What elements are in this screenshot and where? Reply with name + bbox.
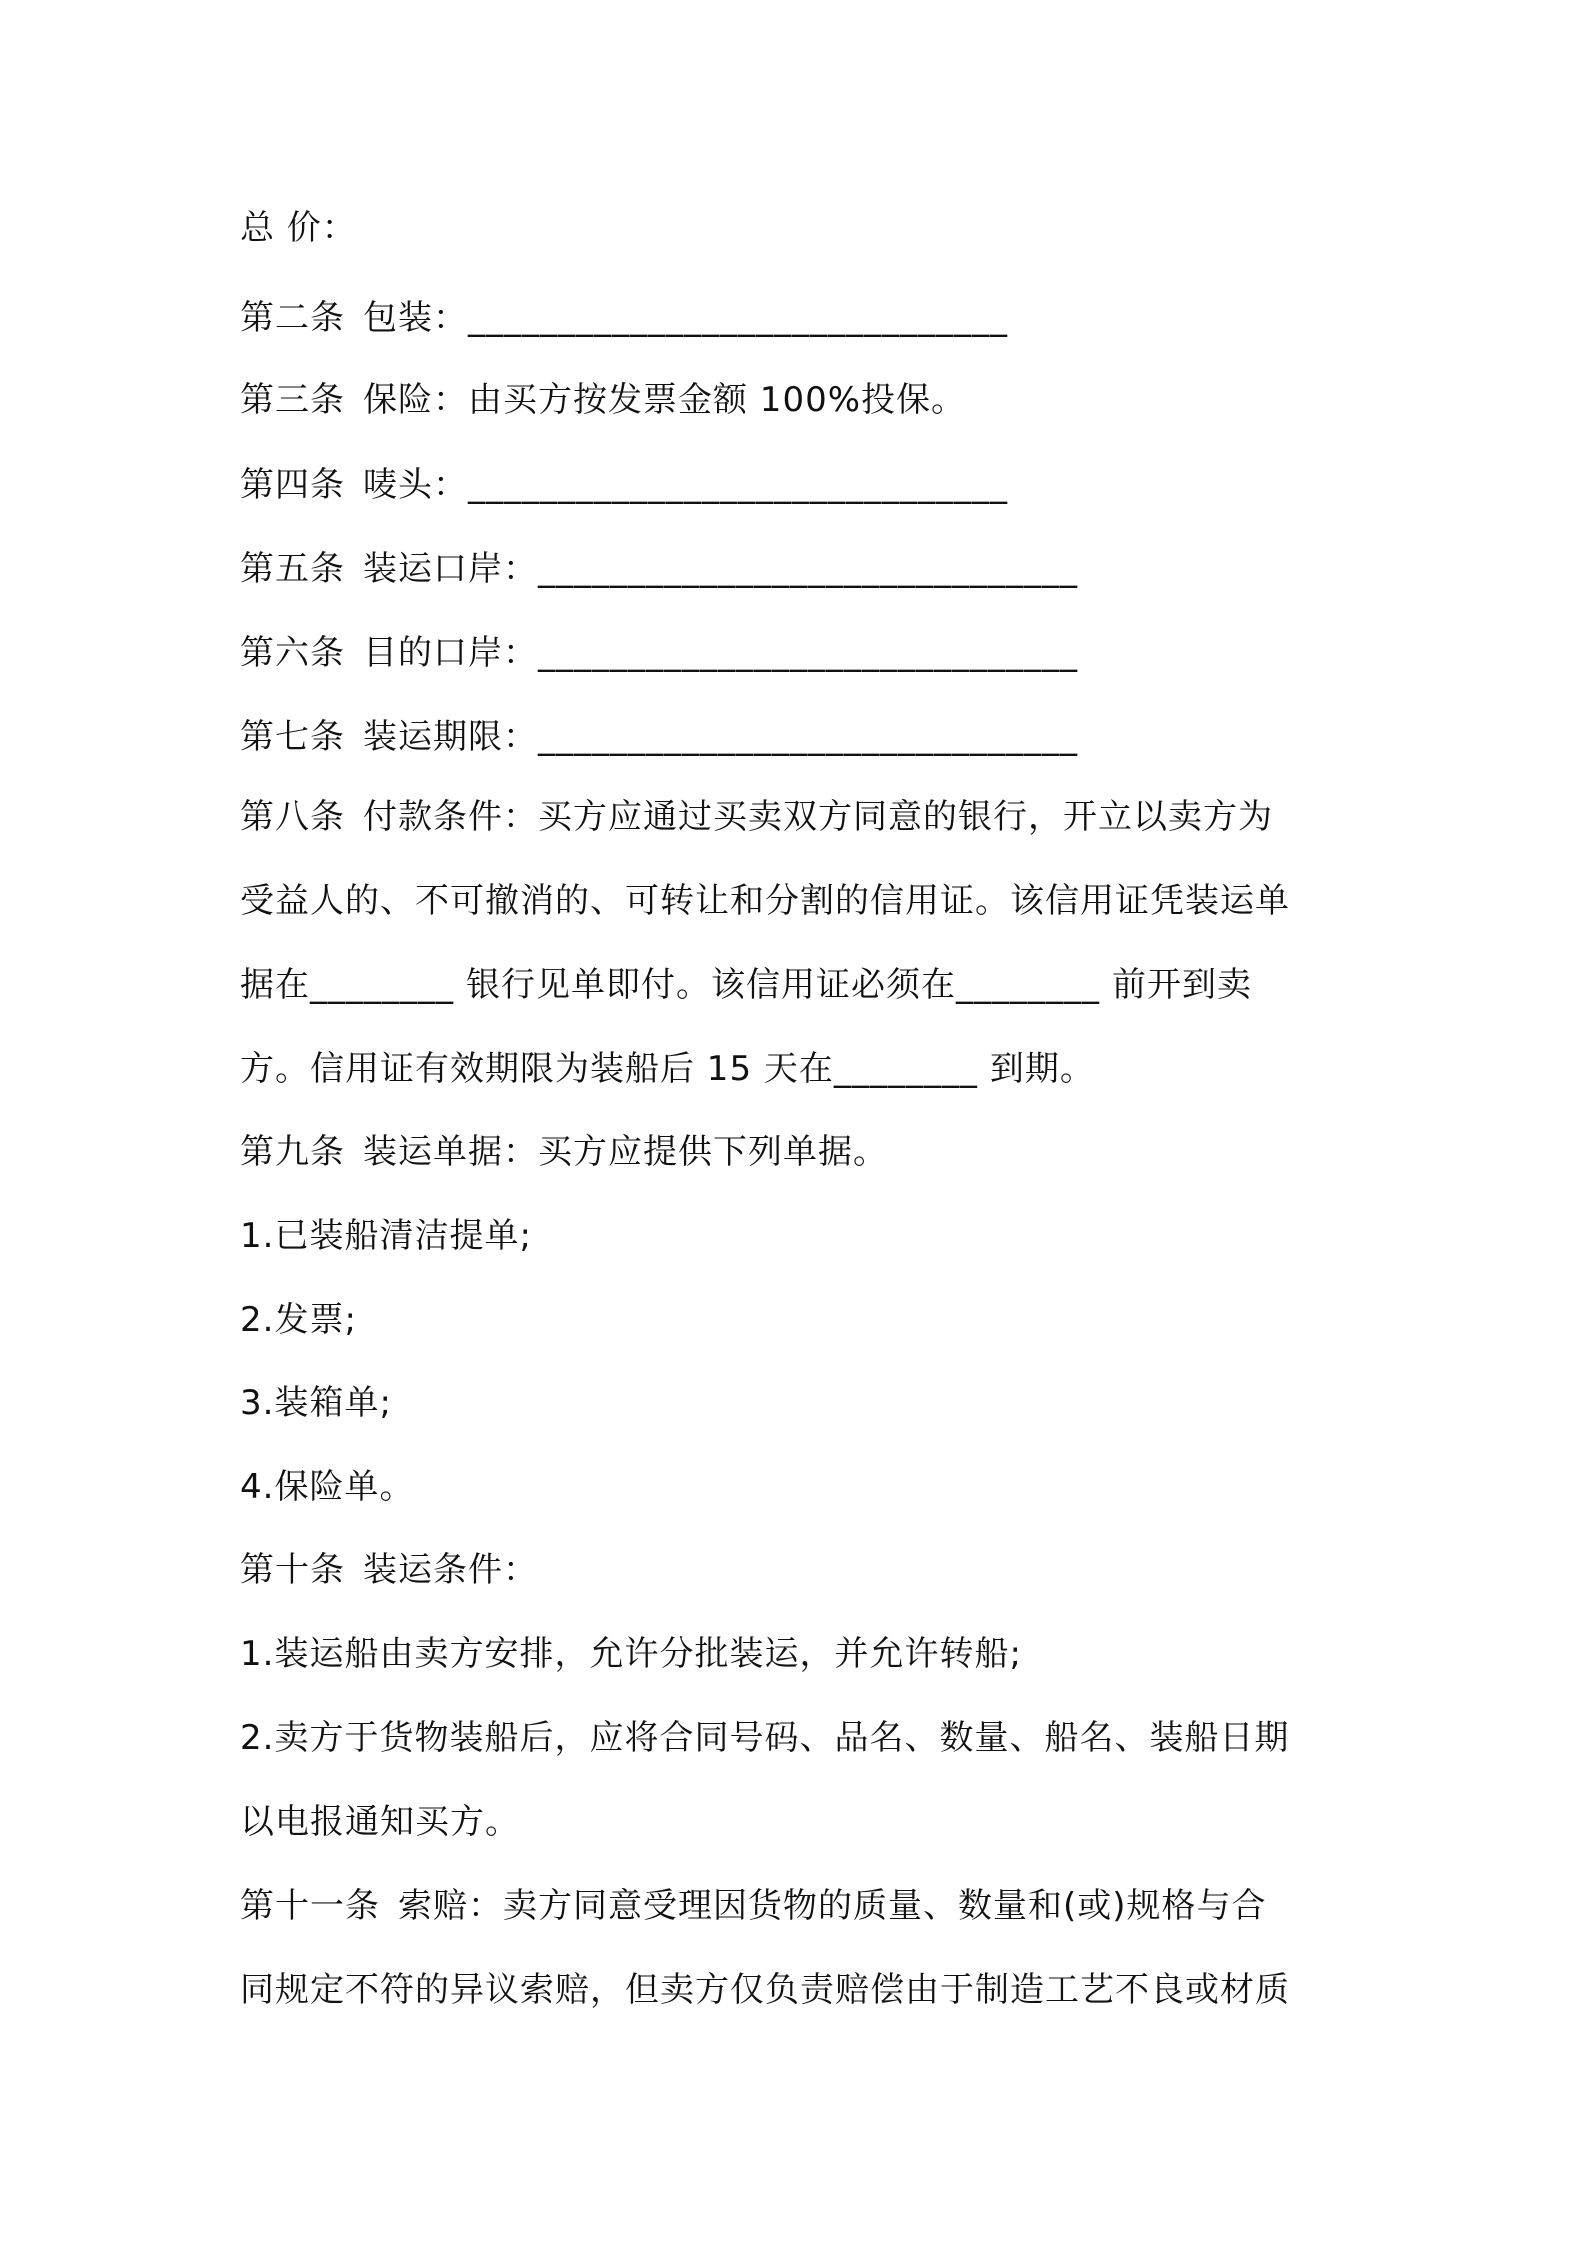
- article-9-item-4: [240, 1467, 1350, 1507]
- article-3: [240, 380, 1350, 420]
- article-7-body: 装运期限：______________________________: [363, 717, 1078, 757]
- article-6-body: 目的口岸：______________________________: [363, 633, 1078, 673]
- article-11-text-1: 索赔：卖方同意受理因货物的质量、数量和(或)规格与合: [398, 1886, 1267, 1926]
- list-item: 3.装箱单;: [240, 1383, 392, 1423]
- article-5-body: 装运口岸：______________________________: [363, 549, 1078, 589]
- article-8-line-4: [240, 1049, 1350, 1089]
- article-8-line-3: [240, 965, 1350, 1005]
- article-8-text-3a: 据在________: [240, 965, 454, 1005]
- article-2-title: 第二条: [240, 298, 345, 338]
- article-9-item-2: [240, 1300, 1350, 1340]
- article-8-title: 第八条: [240, 797, 345, 837]
- article-9-body: 装运单据：买方应提供下列单据。: [363, 1132, 888, 1172]
- article-8-text-4a: 方。信用证有效期限为装船后 15 天在________: [240, 1049, 978, 1089]
- article-8-line-1: [240, 797, 1350, 837]
- total-price-line: [240, 208, 1350, 248]
- article-8-text-4b: 到期。: [989, 1049, 1095, 1089]
- total-price-label: 总 价：: [240, 208, 357, 248]
- article-6: [240, 633, 1350, 673]
- article-4-body: 唛头：______________________________: [363, 465, 1008, 505]
- article-7: [240, 717, 1350, 757]
- article-5: [240, 549, 1350, 589]
- article-8-text-1: 付款条件：买方应通过买卖双方同意的银行，开立以卖方为: [363, 797, 1273, 837]
- list-item: 2.卖方于货物装船后，应将合同号码、品名、数量、船名、装船日期: [240, 1718, 1290, 1758]
- article-3-body: 保险：由买方按发票金额 100%投保。: [363, 380, 967, 420]
- article-10-item-2: [240, 1718, 1350, 1758]
- list-item: 1.装运船由卖方安排，允许分批装运，并允许转船;: [240, 1634, 1022, 1674]
- article-4-title: 第四条: [240, 465, 345, 505]
- list-item: 2.发票;: [240, 1300, 357, 1340]
- article-2-body: 包装：______________________________: [363, 298, 1008, 338]
- article-9: [240, 1132, 1350, 1172]
- article-3-title: 第三条: [240, 380, 345, 420]
- article-10-body: 装运条件：: [363, 1550, 538, 1590]
- article-11-title: 第十一条: [240, 1886, 380, 1926]
- article-11-text-2: 同规定不符的异议索赔，但卖方仅负责赔偿由于制造工艺不良或材质: [240, 1970, 1290, 2010]
- article-2: [240, 298, 1350, 338]
- article-10-item-2-cont: [240, 1802, 1350, 1842]
- article-8-text-3c: 前开到卖: [1112, 965, 1252, 1005]
- article-7-title: 第七条: [240, 717, 345, 757]
- article-9-item-1: [240, 1216, 1350, 1256]
- article-10: [240, 1550, 1350, 1590]
- article-10-item-1: [240, 1634, 1350, 1674]
- list-item: 4.保险单。: [240, 1467, 415, 1507]
- article-8-line-2: [240, 881, 1350, 921]
- article-6-title: 第六条: [240, 633, 345, 673]
- article-5-title: 第五条: [240, 549, 345, 589]
- list-item: 1.已装船清洁提单;: [240, 1216, 532, 1256]
- article-11-line-1: [240, 1886, 1350, 1926]
- article-9-title: 第九条: [240, 1132, 345, 1172]
- article-9-item-3: [240, 1383, 1350, 1423]
- article-8-text-3b: 银行见单即付。该信用证必须在________: [466, 965, 1100, 1005]
- article-11-line-2: [240, 1970, 1350, 2010]
- list-item-continuation: 以电报通知买方。: [240, 1802, 520, 1842]
- article-8-text-2: 受益人的、不可撤消的、可转让和分割的信用证。该信用证凭装运单: [240, 881, 1290, 921]
- article-4: [240, 465, 1350, 505]
- article-10-title: 第十条: [240, 1550, 345, 1590]
